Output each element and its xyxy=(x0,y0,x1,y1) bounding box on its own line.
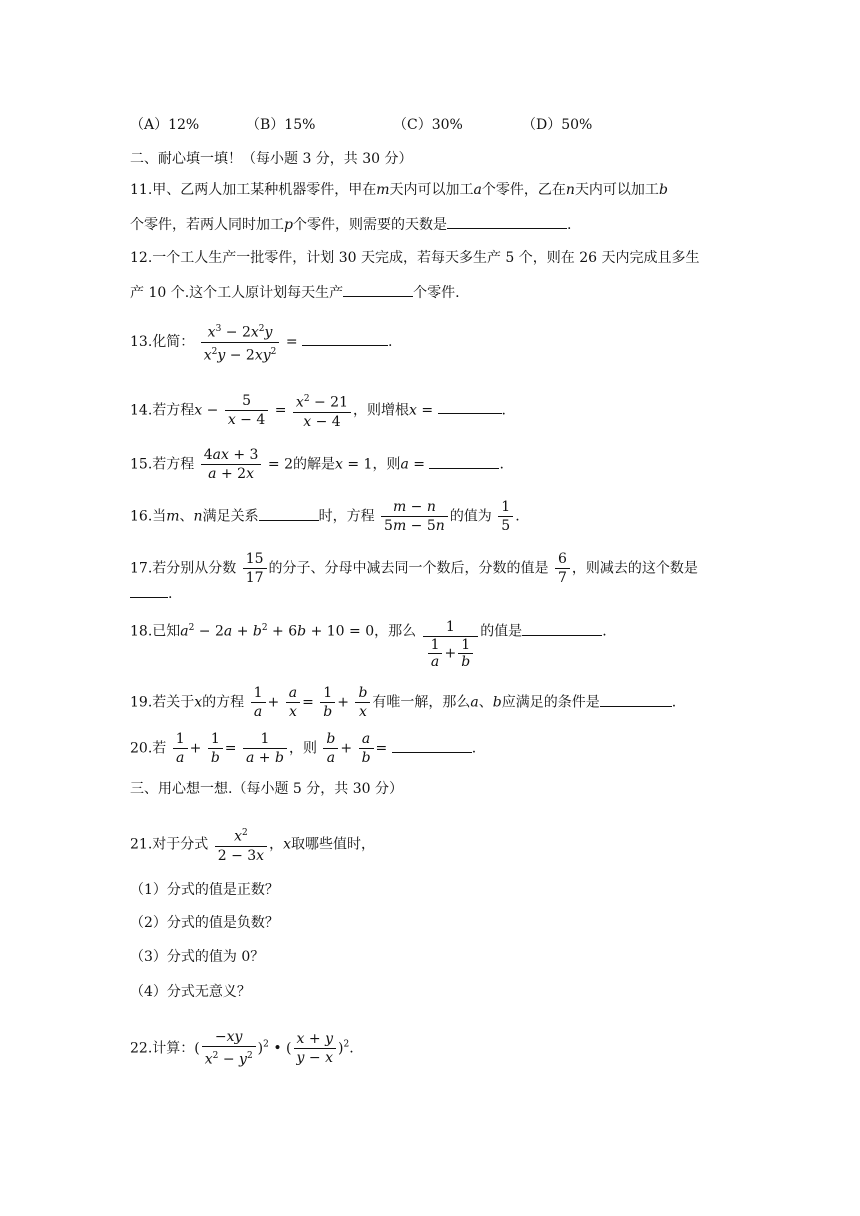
answer-blank[interactable] xyxy=(259,508,319,521)
q12-line2: 产 10 个.这个工人原计划每天生产 个零件. xyxy=(130,285,460,301)
option-a: （A）12% xyxy=(130,117,200,133)
q21-sub3: （3）分式的值为 0？ xyxy=(130,949,265,965)
fraction: $\frac{a}{b}$ xyxy=(359,730,374,767)
q21: 21.对于分式 $\frac{x^2}{2 - 3x}$ ，x取哪些值时， xyxy=(130,824,375,865)
fraction: $\frac{a}{x}$ xyxy=(286,684,300,721)
q14: 14.若方程x − $\frac{5}{x - 4}$ = $\frac{x^2 - 21}{x - 4}$ ，则增根x = . xyxy=(130,390,506,431)
option-b: （B）15% xyxy=(246,117,316,133)
answer-blank[interactable] xyxy=(429,456,499,469)
fraction: $\frac{m - n}{5m - 5n}$ xyxy=(381,498,448,535)
fraction: $\frac{-xy}{x^2 - y^2}$ xyxy=(202,1028,256,1069)
fraction: $\frac{1}{5}$ xyxy=(498,498,513,535)
q18: 18.已知$a^2 - 2a + b^2 + 6b + 10 = 0$，那么 1 $\frac{1}{a}$ + $\frac{1}{b}$ 的值是 . xyxy=(130,619,607,670)
fraction: $\frac{x^2 - 21}{x - 4}$ xyxy=(293,390,351,431)
fraction: 1 $\frac{1}{a}$ + $\frac{1}{b}$ xyxy=(423,618,479,670)
fraction: $\frac{15}{17}$ xyxy=(243,550,267,587)
fraction: $\frac{6}{7}$ xyxy=(555,550,570,587)
fraction: $\frac{b}{a}$ xyxy=(323,730,338,767)
q12-line1: 12.一个工人生产一批零件，计划 30 天完成，若每天多生产 5 个，则在 26 天内完成且多生 xyxy=(130,250,700,266)
answer-blank[interactable] xyxy=(438,401,502,414)
answer-blank[interactable] xyxy=(392,740,472,753)
q11-line1: 11.甲、乙两人加工某种机器零件，甲在m天内可以加工a个零件，乙在n天内可以加工b xyxy=(130,182,668,198)
fraction: $\frac{x + y}{y - x}$ xyxy=(294,1030,336,1067)
fraction: $\frac{1}{a + b}$ xyxy=(243,730,287,767)
fraction: $\frac{1}{a}$ xyxy=(173,730,188,767)
fraction: $\frac{4ax + 3}{a + 2x}$ xyxy=(201,446,262,483)
fraction: $\frac{1}{b}$ xyxy=(208,730,223,767)
q21-sub1: （1）分式的值是正数？ xyxy=(130,882,279,898)
q20: 20.若 $\frac{1}{a}$ + $\frac{1}{b}$ = $\frac{1}{a + b}$ ，则 $\frac{b}{a}$ + $\frac{a}{b}$ = . xyxy=(130,731,477,766)
fraction: $\frac{x^3 - 2x^2y}{x^2y - 2xy^2}$ xyxy=(201,320,280,364)
q17-line2: . xyxy=(130,584,172,604)
section-3-heading: 三、用心想一想.（每小题 5 分，共 30 分） xyxy=(130,781,403,797)
q16: 16.当m、n满足关系 时，方程 $\frac{m - n}{5m - 5n}$ 的值为 $\frac{1}{5}$ . xyxy=(130,499,520,534)
q21-sub2: （2）分式的值是负数？ xyxy=(130,915,279,931)
answer-blank[interactable] xyxy=(447,216,567,229)
fraction: $\frac{x^2}{2 - 3x}$ xyxy=(215,824,267,865)
fraction: $\frac{1}{b}$ xyxy=(320,684,335,721)
q11-line2: 个零件，若两人同时加工p个零件，则需要的天数是 . xyxy=(130,217,572,233)
q19: 19.若关于x的方程 $\frac{1}{a}$ + $\frac{a}{x}$ = $\frac{1}{b}$ + $\frac{b}{x}$ 有唯一解，那么a、b应满足的条件是 . xyxy=(130,685,677,720)
answer-blank[interactable] xyxy=(130,585,168,598)
q22: 22.计算：( $\frac{-xy}{x^2 - y^2}$ )$^2$ • ( $\frac{x + y}{y - x}$ )$^2$. xyxy=(130,1029,354,1068)
fraction: $\frac{1}{a}$ xyxy=(251,684,266,721)
answer-blank[interactable] xyxy=(343,284,413,297)
fraction: $\frac{b}{x}$ xyxy=(355,684,370,721)
option-c: （C）30% xyxy=(393,117,463,133)
answer-blank[interactable] xyxy=(600,694,672,707)
q13: 13.化简： $\frac{x^3 - 2x^2y}{x^2y - 2xy^2}$ = . xyxy=(130,320,392,364)
answer-blank[interactable] xyxy=(302,333,388,346)
section-2-heading: 二、耐心填一填！（每小题 3 分，共 30 分） xyxy=(130,151,413,167)
option-d: （D）50% xyxy=(522,117,593,133)
answer-blank[interactable] xyxy=(522,623,602,636)
q17-line1: 17.若分别从分数 $\frac{15}{17}$ 的分子、分母中减去同一个数后，分数的值是 $\frac{6}{7}$ ，则减去的这个数是 xyxy=(130,551,698,586)
fraction: $\frac{5}{x - 4}$ xyxy=(225,392,268,429)
q21-sub4: （4）分式无意义？ xyxy=(130,984,251,1000)
q15: 15.若方程 $\frac{4ax + 3}{a + 2x}$ = 2的解是x = 1，则a = . xyxy=(130,447,504,482)
